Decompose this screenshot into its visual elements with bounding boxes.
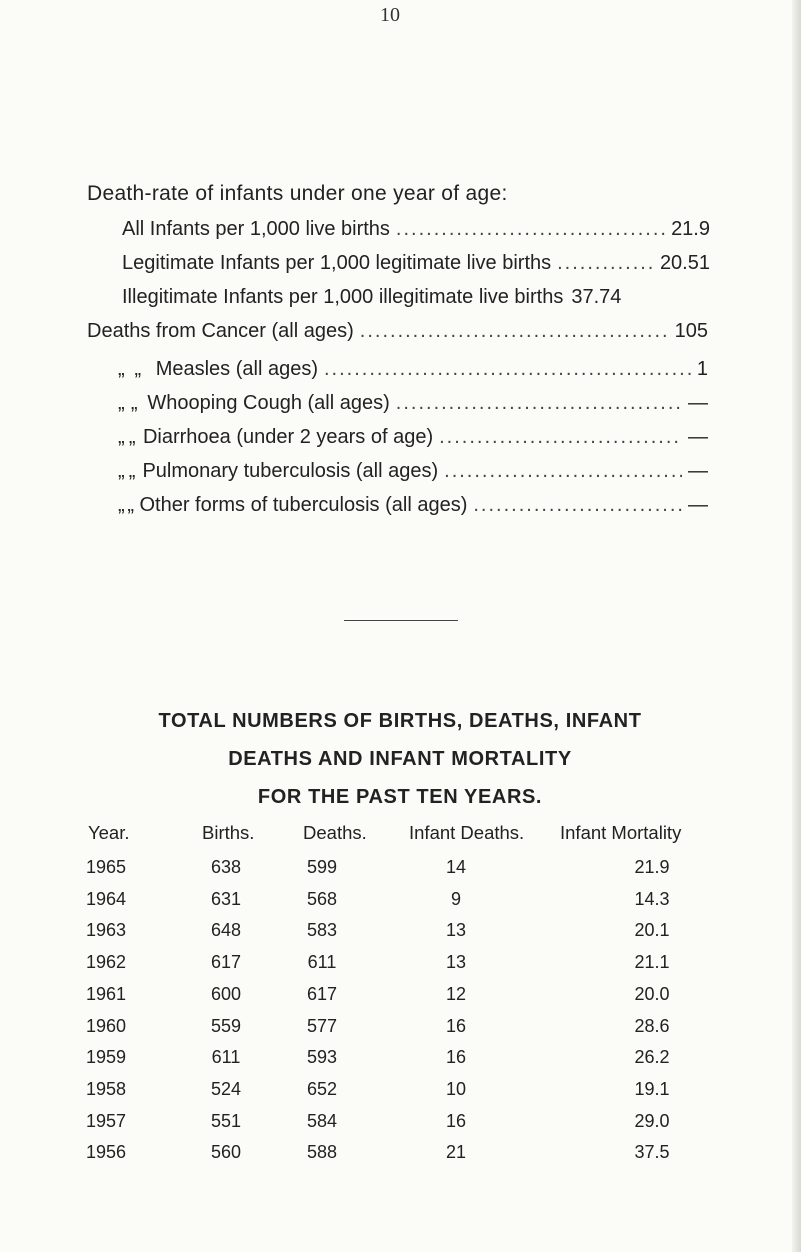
- births-cell: 600: [210, 984, 242, 1004]
- row-value: 20.51: [659, 252, 710, 274]
- ditto-mark: „: [118, 426, 125, 448]
- ditto-mark: „: [118, 392, 125, 414]
- ditto-mark: „: [130, 392, 138, 414]
- page-edge-shadow: [792, 0, 801, 1252]
- deaths-cell: 617: [306, 984, 338, 1004]
- infant-deaths-cell: 21: [445, 1142, 467, 1162]
- ditto-mark: „: [128, 426, 136, 448]
- dot-leader: [439, 426, 682, 449]
- row-value: —: [688, 494, 708, 516]
- infant-deaths-cell: 13: [445, 952, 467, 972]
- row-value: —: [688, 460, 708, 482]
- dot-leader: [473, 494, 682, 517]
- row-value: —: [687, 392, 708, 414]
- infant-mortality-cell: 21.9: [634, 857, 670, 877]
- infant-mortality-cell: 19.1: [634, 1079, 670, 1099]
- births-cell: 611: [211, 1047, 241, 1067]
- dot-leader: [324, 358, 691, 381]
- year-cell: 1957: [85, 1111, 127, 1131]
- infant-deaths-cell: 13: [445, 920, 467, 940]
- deaths-cell: 588: [306, 1142, 338, 1162]
- header-year: Year.: [88, 822, 130, 843]
- death-rate-heading: Death-rate of infants under one year of age:: [87, 182, 508, 205]
- infant-mortality-cell: 21.1: [634, 952, 670, 972]
- infant-deaths-cell: 12: [445, 984, 467, 1004]
- infant-mortality-cell: 28.6: [634, 1016, 670, 1036]
- row-label: Diarrhoea (under 2 years of age): [142, 426, 434, 448]
- dot-leader: [360, 320, 669, 343]
- deaths-from-row: [118, 392, 708, 422]
- ditto-mark: „: [134, 358, 142, 380]
- header-infant-mortality: Infant Mortality: [560, 822, 682, 843]
- header-deaths: Deaths.: [303, 822, 367, 843]
- year-cell: 1964: [85, 889, 127, 909]
- infant-mortality-cell: 37.5: [634, 1142, 670, 1162]
- deaths-cell: 599: [306, 857, 338, 877]
- deaths-from-row: [118, 426, 708, 456]
- table-title-line-3: FOR THE PAST TEN YEARS.: [257, 786, 543, 808]
- infant-mortality-cell: 26.2: [634, 1047, 670, 1067]
- infant-deaths-cell: 16: [445, 1047, 467, 1067]
- births-cell: 524: [210, 1079, 242, 1099]
- row-value: 105: [674, 320, 708, 342]
- year-cell: 1959: [85, 1047, 127, 1067]
- deaths-cell: 577: [306, 1016, 338, 1036]
- row-label: Deaths from Cancer (all ages): [87, 320, 354, 342]
- deaths-from-row: [118, 494, 708, 524]
- ditto-mark: „: [118, 460, 125, 482]
- row-value: 1: [696, 358, 708, 380]
- year-cell: 1965: [85, 857, 127, 877]
- infant-mortality-cell: 20.0: [634, 984, 670, 1004]
- deaths-from-row: [118, 358, 708, 388]
- death-rate-row: [122, 218, 710, 248]
- births-cell: 551: [210, 1111, 242, 1131]
- ditto-mark: „: [118, 358, 125, 380]
- deaths-from-row: [118, 460, 708, 490]
- year-cell: 1956: [85, 1142, 127, 1162]
- row-label: Measles (all ages): [155, 358, 318, 380]
- row-value: 37.74: [571, 286, 622, 308]
- births-cell: 648: [210, 920, 242, 940]
- row-label: Pulmonary tuberculosis (all ages): [142, 460, 439, 482]
- infant-mortality-cell: 14.3: [634, 889, 670, 909]
- section-divider: [344, 620, 458, 621]
- deaths-cell: 593: [306, 1047, 338, 1067]
- row-label: Whooping Cough (all ages): [147, 392, 390, 414]
- births-cell: 559: [210, 1016, 242, 1036]
- table-title-line-2: DEATHS AND INFANT MORTALITY: [228, 748, 572, 770]
- ditto-mark: „: [127, 494, 135, 516]
- death-rate-row: [122, 252, 710, 282]
- row-value: 21.9: [671, 218, 710, 240]
- deaths-cancer-row: [87, 320, 708, 350]
- infant-deaths-cell: 9: [450, 889, 461, 909]
- births-cell: 638: [210, 857, 242, 877]
- infant-mortality-cell: 29.0: [634, 1111, 670, 1131]
- infant-deaths-cell: 16: [445, 1016, 467, 1036]
- deaths-cell: 652: [306, 1079, 338, 1099]
- year-cell: 1960: [85, 1016, 127, 1036]
- ditto-mark: „: [128, 460, 136, 482]
- dot-leader: [396, 218, 665, 241]
- deaths-cell: 583: [306, 920, 338, 940]
- dot-leader: [396, 392, 682, 415]
- year-cell: 1962: [85, 952, 127, 972]
- row-label: Other forms of tuberculosis (all ages): [139, 494, 468, 516]
- header-births: Births.: [202, 822, 255, 843]
- death-rate-row: [122, 286, 710, 316]
- year-cell: 1963: [85, 920, 127, 940]
- infant-deaths-cell: 14: [445, 857, 467, 877]
- year-cell: 1961: [85, 984, 127, 1004]
- table-title-line-1: TOTAL NUMBERS OF BIRTHS, DEATHS, INFANT: [158, 710, 642, 732]
- row-value: —: [688, 426, 708, 448]
- infant-deaths-cell: 10: [445, 1079, 467, 1099]
- dot-leader: [557, 252, 654, 275]
- births-cell: 631: [210, 889, 242, 909]
- infant-mortality-cell: 20.1: [634, 920, 670, 940]
- dot-leader: [444, 460, 682, 483]
- infant-deaths-cell: 16: [445, 1111, 467, 1131]
- row-label: Illegitimate Infants per 1,000 illegitimate live births: [122, 286, 564, 308]
- row-label: Legitimate Infants per 1,000 legitimate live births: [122, 252, 552, 274]
- page-number: 10: [380, 4, 400, 26]
- row-label: All Infants per 1,000 live births: [122, 218, 390, 240]
- deaths-cell: 584: [306, 1111, 338, 1131]
- year-cell: 1958: [85, 1079, 127, 1099]
- births-cell: 617: [210, 952, 242, 972]
- deaths-cell: 568: [306, 889, 338, 909]
- ditto-mark: „: [118, 494, 125, 516]
- births-cell: 560: [210, 1142, 242, 1162]
- header-infant-deaths: Infant Deaths.: [409, 822, 525, 843]
- deaths-cell: 611: [307, 952, 337, 972]
